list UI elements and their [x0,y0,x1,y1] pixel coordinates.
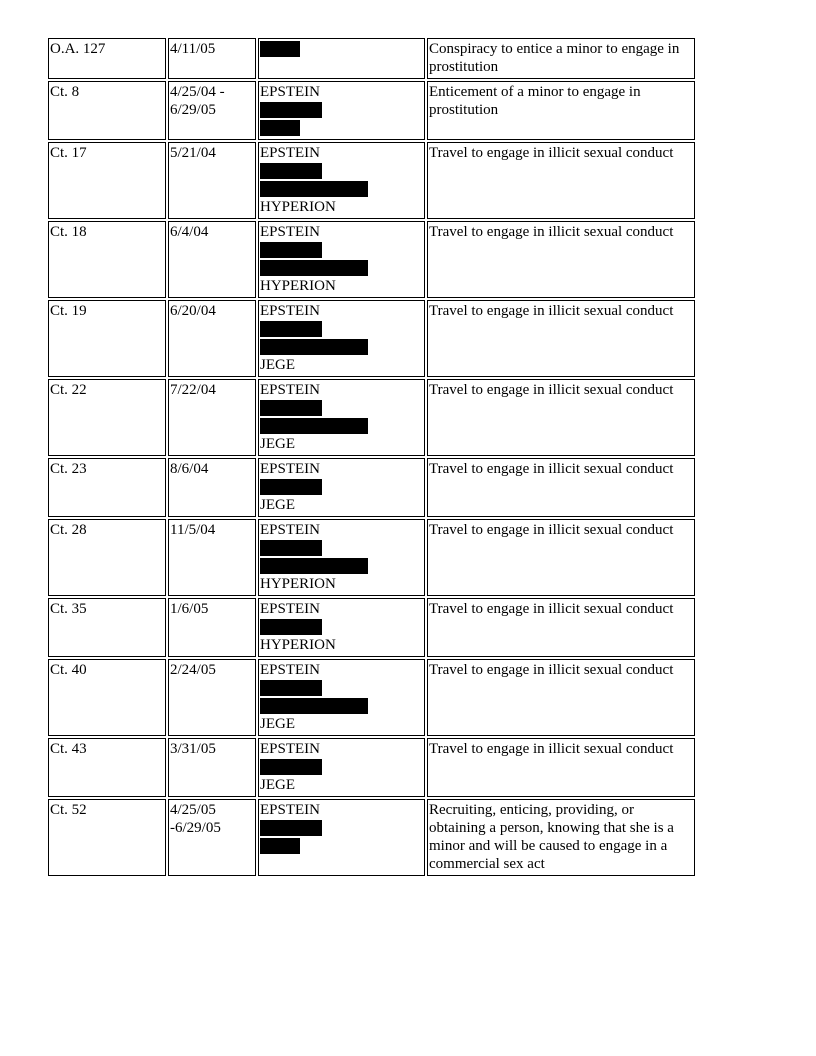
redaction-line [260,119,423,137]
table-row [48,659,695,736]
table-row [48,142,695,219]
party-name: EPSTEIN [260,145,320,161]
party-name: EPSTEIN [260,601,320,617]
party-name: EPSTEIN [260,303,320,319]
table-row [48,458,695,517]
redaction-line [260,40,423,58]
redaction-block [260,680,322,696]
redaction-line [260,758,423,776]
date-cell [168,738,256,797]
date-cell [168,221,256,298]
redaction-block [260,759,322,775]
redaction-line [260,241,423,259]
date-line: 2/24/05 [170,662,216,678]
date-line: 4/11/05 [170,41,216,57]
redaction-line [260,697,423,715]
count-cell: Ct. 19 [48,300,166,377]
date-line: 4/25/05 [170,802,216,818]
redaction-block [260,163,322,179]
count-cell: O.A. 127 [48,38,166,79]
charges-table-body [48,38,695,876]
count-cell: Ct. 22 [48,379,166,456]
offense-cell: Travel to engage in illicit sexual conduct [427,300,695,377]
redaction-line [260,259,423,277]
table-row [48,221,695,298]
offense-cell: Enticement of a minor to engage in prostitution [427,81,695,140]
party-name: EPSTEIN [260,461,320,477]
party-cell [258,738,425,797]
count-cell: Ct. 35 [48,598,166,657]
date-cell [168,458,256,517]
offense-cell: Recruiting, enticing, providing, or obtaining a person, knowing that she is a minor and will be caused to engage in a commercial sex act [427,799,695,876]
offense-cell: Travel to engage in illicit sexual conduct [427,659,695,736]
party-cell [258,38,425,79]
redaction-line [260,320,423,338]
redaction-block [260,181,368,197]
count-cell: Ct. 17 [48,142,166,219]
party-cell [258,519,425,596]
party-name: EPSTEIN [260,802,320,818]
table-row [48,519,695,596]
party-cell [258,81,425,140]
date-line: 6/20/04 [170,303,216,319]
party-name: HYPERION [260,576,336,592]
date-line: 6/4/04 [170,224,209,240]
count-cell: Ct. 8 [48,81,166,140]
offense-cell: Travel to engage in illicit sexual conduct [427,379,695,456]
party-cell [258,458,425,517]
redaction-block [260,339,368,355]
date-cell [168,519,256,596]
redaction-block [260,102,322,118]
party-cell [258,799,425,876]
offense-cell: Travel to engage in illicit sexual conduct [427,142,695,219]
redaction-line [260,162,423,180]
redaction-line [260,478,423,496]
table-row [48,799,695,876]
table-row [48,300,695,377]
date-cell [168,799,256,876]
party-cell [258,300,425,377]
date-cell [168,300,256,377]
date-cell [168,38,256,79]
party-name: EPSTEIN [260,522,320,538]
count-cell: Ct. 28 [48,519,166,596]
redaction-block [260,540,322,556]
date-cell [168,598,256,657]
table-row [48,738,695,797]
offense-cell: Travel to engage in illicit sexual conduct [427,738,695,797]
party-cell [258,379,425,456]
party-name: EPSTEIN [260,84,320,100]
redaction-block [260,820,322,836]
offense-cell: Conspiracy to entice a minor to engage in prostitution [427,38,695,79]
redaction-line [260,679,423,697]
party-name: HYPERION [260,278,336,294]
date-cell [168,379,256,456]
date-cell [168,659,256,736]
date-line: 5/21/04 [170,145,216,161]
date-line: 11/5/04 [170,522,216,538]
party-cell [258,221,425,298]
count-cell: Ct. 52 [48,799,166,876]
party-name: EPSTEIN [260,224,320,240]
count-cell: Ct. 23 [48,458,166,517]
redaction-line [260,180,423,198]
charges-table [46,36,697,878]
redaction-line [260,101,423,119]
offense-cell: Travel to engage in illicit sexual conduct [427,598,695,657]
redaction-line [260,837,423,855]
count-cell: Ct. 43 [48,738,166,797]
offense-cell: Travel to engage in illicit sexual conduct [427,519,695,596]
redaction-line [260,618,423,636]
count-cell: Ct. 40 [48,659,166,736]
party-name: JEGE [260,436,295,452]
redaction-line [260,539,423,557]
redaction-block [260,418,368,434]
redaction-block [260,260,368,276]
table-row [48,38,695,79]
date-line: 4/25/04 - [170,84,225,100]
party-name: JEGE [260,716,295,732]
party-cell [258,142,425,219]
date-line: 3/31/05 [170,741,216,757]
redaction-block [260,41,300,57]
party-name: EPSTEIN [260,382,320,398]
redaction-block [260,479,322,495]
table-row [48,379,695,456]
party-name: HYPERION [260,637,336,653]
redaction-line [260,399,423,417]
count-cell: Ct. 18 [48,221,166,298]
redaction-block [260,558,368,574]
party-name: JEGE [260,497,295,513]
redaction-block [260,242,322,258]
party-name: EPSTEIN [260,662,320,678]
date-cell [168,81,256,140]
redaction-block [260,321,322,337]
party-name: EPSTEIN [260,741,320,757]
party-name: JEGE [260,777,295,793]
date-line: 6/29/05 [170,102,216,118]
offense-cell: Travel to engage in illicit sexual conduct [427,221,695,298]
date-line: 7/22/04 [170,382,216,398]
date-cell [168,142,256,219]
party-name: JEGE [260,357,295,373]
redaction-block [260,698,368,714]
table-row [48,598,695,657]
date-line: 1/6/05 [170,601,209,617]
redaction-block [260,400,322,416]
date-line: -6/29/05 [170,820,221,836]
redaction-block [260,619,322,635]
redaction-line [260,338,423,356]
offense-cell: Travel to engage in illicit sexual conduct [427,458,695,517]
party-name: HYPERION [260,199,336,215]
party-cell [258,659,425,736]
table-row [48,81,695,140]
party-cell [258,598,425,657]
redaction-block [260,120,300,136]
date-line: 8/6/04 [170,461,209,477]
redaction-line [260,819,423,837]
redaction-block [260,838,300,854]
redaction-line [260,557,423,575]
redaction-line [260,417,423,435]
